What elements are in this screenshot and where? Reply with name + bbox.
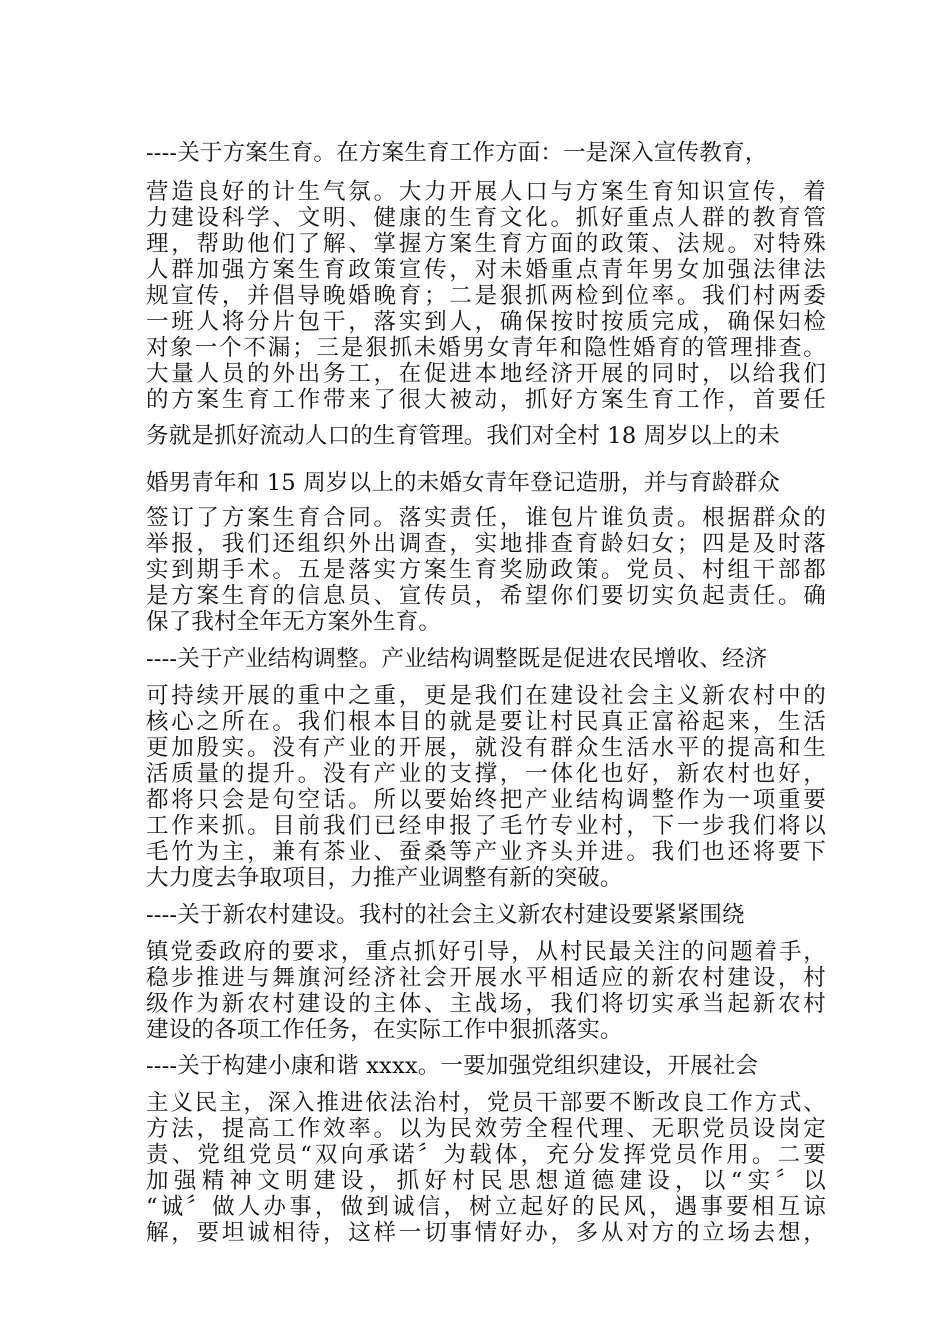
- text-line: ----关于方案生育。在方案生育工作方面：一是深入宣传教育，: [146, 140, 768, 166]
- text-line: 营造良好的计生气氛。大力开展人口与方案生育知识宣传，着: [146, 179, 826, 205]
- text-line: 建设的各项工作任务，在实际工作中狠抓落实。: [146, 1017, 623, 1043]
- text-line: ----关于产业结构调整。产业结构调整既是促进农民增收、经济: [146, 646, 768, 672]
- text-line: 举报，我们还组织外出调查，实地排查育龄妇女；四是及时落: [146, 531, 826, 557]
- text-line: 大力度去争取项目，力推产业调整有新的突破。: [146, 865, 623, 891]
- text-line: 更加殷实。没有产业的开展，就没有群众生活水平的提高和生: [146, 735, 826, 761]
- text-line: 规宣传，并倡导晚婚晚育；二是狠抓两检到位率。我们村两委: [146, 283, 826, 309]
- text-line: “诚〞做人办事，做到诚信，树立起好的民风，遇事要相互谅: [146, 1194, 826, 1220]
- text-line: 责、党组党员“双向承诺〞为载体，充分发挥党员作用。二要: [146, 1142, 826, 1168]
- text-line: 实到期手术。五是落实方案生育奖励政策。党员、村组干部都: [146, 557, 826, 583]
- text-line: 婚男青年和 15 周岁以上的未婚女青年登记造册，并与育龄群众: [146, 470, 780, 496]
- text-line: 方法，提高工作效率。以为民效劳全程代理、无职党员设岗定: [146, 1116, 826, 1142]
- text-line: 的方案生育工作带来了很大被动，抓好方案生育工作，首要任: [146, 387, 826, 413]
- text-line: 可持续开展的重中之重，更是我们在建设社会主义新农村中的: [146, 683, 826, 709]
- text-line: 务就是抓好流动人口的生育管理。我们对全村 18 周岁以上的未: [146, 423, 780, 449]
- text-line: 力建设科学、文明、健康的生育文化。抓好重点人群的教育管: [146, 205, 826, 231]
- text-line: 主义民主，深入推进依法治村，党员干部要不断改良工作方式、: [146, 1090, 826, 1116]
- text-line: 加强精神文明建设，抓好村民思想道德建设，以“实〞以: [146, 1168, 826, 1194]
- text-line: 稳步推进与舞旗河经济社会开展水平相适应的新农村建设，村: [146, 965, 826, 991]
- text-line: 一班人将分片包干，落实到人，确保按时按质完成，确保妇检: [146, 309, 826, 335]
- text-line: 毛竹为主，兼有茶业、蚕桑等产业齐头并进。我们也还将要下: [146, 839, 826, 865]
- text-line: ----关于构建小康和谐 xxxx。一要加强党组织建设，开展社会: [146, 1053, 759, 1079]
- text-line: 签订了方案生育合同。落实责任，谁包片谁负责。根据群众的: [146, 505, 826, 531]
- text-line: 活质量的提升。没有产业的支撑，一体化也好，新农村也好，: [146, 761, 826, 787]
- text-line: 级作为新农村建设的主体、主战场，我们将切实承当起新农村: [146, 991, 826, 1017]
- text-line: 保了我村全年无方案外生育。: [146, 609, 442, 635]
- text-line: 都将只会是句空话。所以要始终把产业结构调整作为一项重要: [146, 787, 826, 813]
- text-line: 理，帮助他们了解、掌握方案生育方面的政策、法规。对特殊: [146, 231, 826, 257]
- text-line: 人群加强方案生育政策宣传，对未婚重点青年男女加强法律法: [146, 257, 826, 283]
- text-line: 核心之所在。我们根本目的就是要让村民真正富裕起来，生活: [146, 709, 826, 735]
- text-line: 对象一个不漏；三是狠抓未婚男女青年和隐性婚育的管理排查。: [146, 335, 826, 361]
- text-line: ----关于新农村建设。我村的社会主义新农村建设要紧紧围绕: [146, 902, 745, 928]
- text-line: 镇党委政府的要求，重点抓好引导，从村民最关注的问题着手，: [146, 939, 826, 965]
- text-line: 大量人员的外出务工，在促进本地经济开展的同时，以给我们: [146, 361, 826, 387]
- text-line: 是方案生育的信息员、宣传员，希望你们要切实负起责任。确: [146, 583, 826, 609]
- text-line: 解，要坦诚相待，这样一切事情好办，多从对方的立场去想，: [146, 1220, 826, 1246]
- text-line: 工作来抓。目前我们已经申报了毛竹专业村，下一步我们将以: [146, 813, 826, 839]
